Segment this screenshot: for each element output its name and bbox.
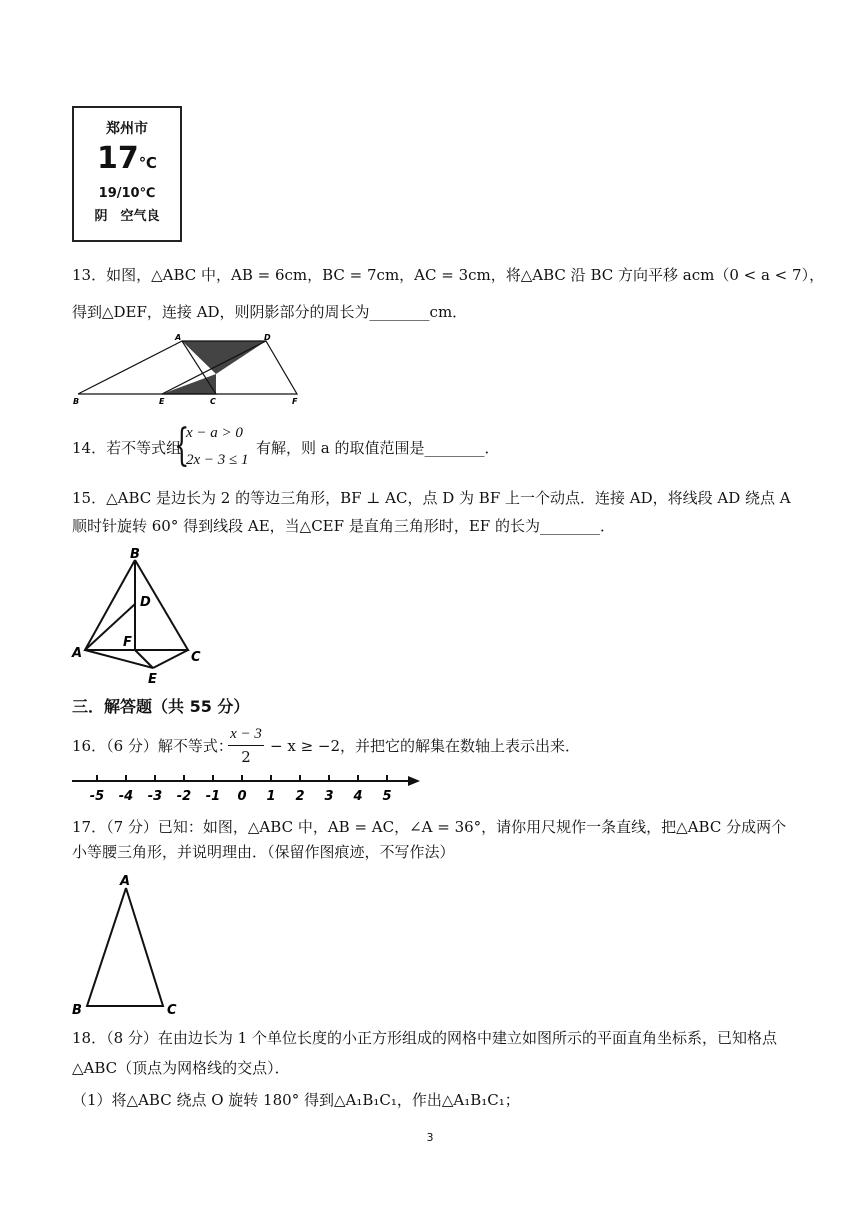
q13-line1: 13．如图，△ABC 中，AB = 6cm，BC = 7cm，AC = 3cm，将△ABC 沿 BC 方向平移 acm（0 < a < 7）， xyxy=(72,266,825,284)
q15-label: F xyxy=(123,635,132,650)
number-line-label: -4 xyxy=(118,789,134,804)
number-line-label: 0 xyxy=(237,789,247,804)
q15-segment-ce xyxy=(153,650,188,668)
q17-triangle-abc xyxy=(87,888,163,1006)
q16-numerator: x − 3 xyxy=(230,726,262,742)
q18-sub1: （1）将△ABC 绕点 O 旋转 180° 得到△A₁B₁C₁，作出△A₁B₁C₁； xyxy=(72,1091,520,1109)
q15-label: B xyxy=(130,547,140,562)
page-number: 3 xyxy=(426,1131,434,1144)
q13-label: B xyxy=(73,397,80,406)
weather-temp-value: 17 xyxy=(97,141,139,176)
q16-number-line xyxy=(70,770,430,804)
q17-label: A xyxy=(120,874,131,889)
q13-shade-bottom xyxy=(162,374,216,394)
weather-temperature xyxy=(74,142,180,180)
q16-prefix: 16．（6 分）解不等式： xyxy=(72,737,233,755)
number-line-label: 4 xyxy=(353,789,363,804)
q13-line2: 得到△DEF，连接 AD，则阴影部分的周长为________cm． xyxy=(72,303,468,321)
q14-brace: { xyxy=(174,420,190,471)
number-line-label: -1 xyxy=(205,789,221,804)
q13-label: E xyxy=(159,397,165,406)
q17-figure xyxy=(70,872,190,1018)
q18-line1: 18．（8 分）在由边长为 1 个单位长度的小正方形组成的网格中建立如图所示的平面直角坐标系，已知格点 xyxy=(72,1029,777,1047)
q15-label: C xyxy=(191,650,201,665)
number-line-arrow xyxy=(408,776,420,786)
q13-label: F xyxy=(292,397,298,406)
number-line-label: -5 xyxy=(89,789,105,804)
q15-label: E xyxy=(148,672,157,687)
weather-temp-unit: ℃ xyxy=(138,154,157,172)
number-line-label: 3 xyxy=(324,789,334,804)
q15-label: A xyxy=(72,646,83,661)
weather-range: 19/10℃ xyxy=(98,186,156,201)
q17-line1: 17．（7 分）已知：如图，△ABC 中，AB = AC，∠A = 36°，请你用尺规作一条直线，把△ABC 分成两个 xyxy=(72,818,787,836)
q15-line2: 顺时针旋转 60° 得到线段 AE，当△CEF 是直角三角形时，EF 的长为________． xyxy=(72,517,615,535)
q16-fraction-bar xyxy=(228,745,264,746)
weather-condition: 阴 空气良 xyxy=(94,209,160,224)
q16-rest: − x ≥ −2，并把它的解集在数轴上表示出来． xyxy=(270,737,581,755)
q17-label: C xyxy=(167,1003,177,1018)
weather-city: 郑州市 xyxy=(106,121,148,137)
q14-inequality-1: x − a > 0 xyxy=(186,425,243,441)
q17-line2: 小等腰三角形，并说明理由．（保留作图痕迹，不写作法） xyxy=(72,843,455,861)
q14-suffix: 有解，则 a 的取值范围是________． xyxy=(256,439,500,457)
q14-prefix: 14．若不等式组 xyxy=(72,439,182,457)
q14-inequality-2: 2x − 3 ≤ 1 xyxy=(186,452,249,468)
section-heading: 三．解答题（共 55 分） xyxy=(72,697,250,716)
q17-label: B xyxy=(72,1003,82,1018)
number-line-label: 1 xyxy=(266,789,276,804)
q16-fraction xyxy=(226,724,266,767)
q13-label: D xyxy=(264,333,271,342)
q13-label: C xyxy=(210,397,216,406)
q13-shade-top xyxy=(182,341,266,374)
number-line-label: 2 xyxy=(295,789,305,804)
q15-line1: 15．△ABC 是边长为 2 的等边三角形，BF ⊥ AC，点 D 为 BF 上一个动点．连接 AD，将线段 AD 绕点 A xyxy=(72,489,791,507)
q13-figure xyxy=(70,332,310,406)
number-line-label: -2 xyxy=(176,789,192,804)
weather-card xyxy=(72,106,182,242)
number-line-label: -3 xyxy=(147,789,163,804)
q18-line2: △ABC（顶点为网格线的交点）． xyxy=(72,1059,290,1077)
q16-denominator: 2 xyxy=(241,748,251,766)
q13-label: A xyxy=(175,333,182,342)
q15-figure xyxy=(70,544,210,688)
q15-label: D xyxy=(140,595,151,610)
number-line-label: 5 xyxy=(382,789,392,804)
